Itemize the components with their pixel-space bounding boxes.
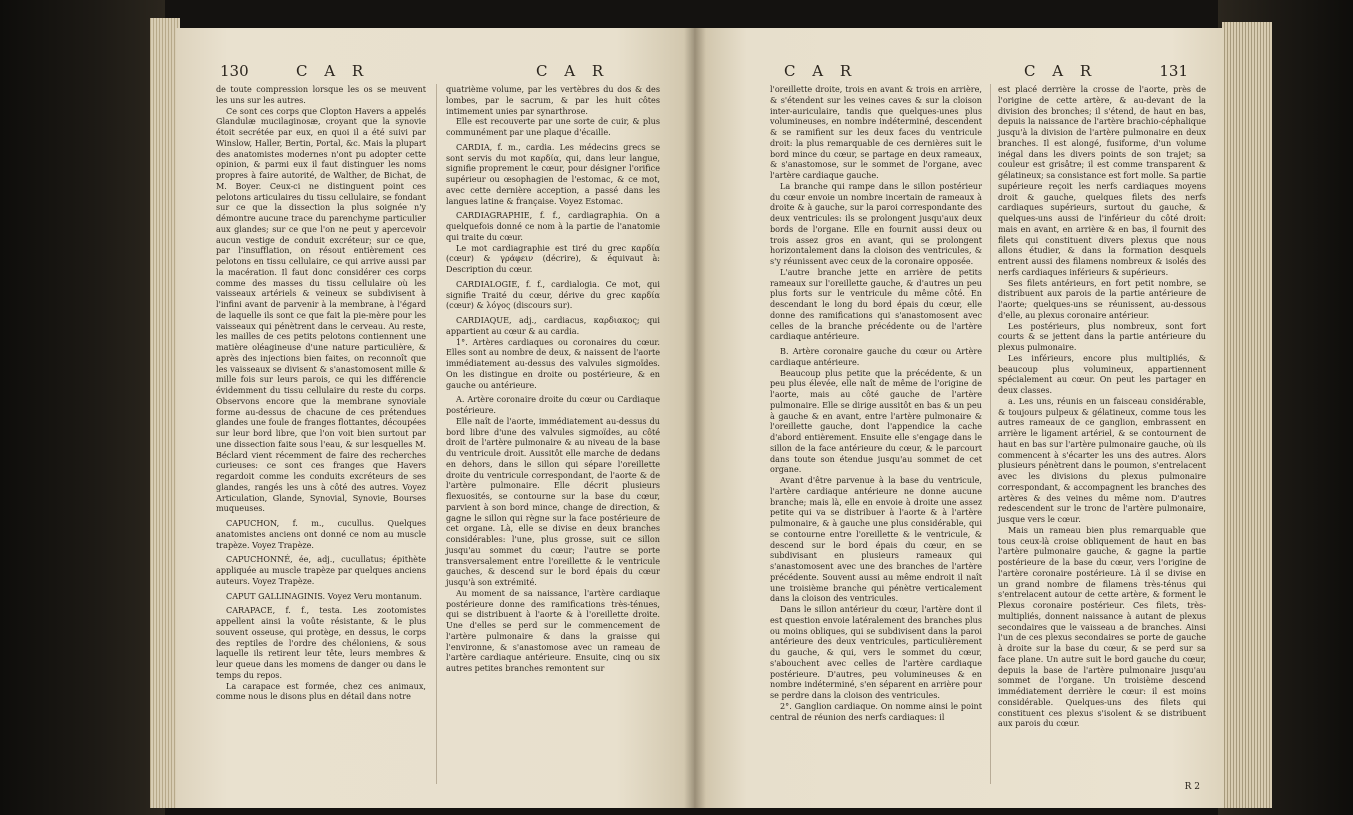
dictionary-entry: B. Artère coronaire gauche du cœur ou Artère cardiaque antérieure. <box>770 346 982 367</box>
running-head-word: C A R <box>296 62 370 80</box>
paragraph: est placé derrière la crosse de l'aorte, près de l'origine de cette artère, & au-devant de la division des bronches; il s'étend, de haut en bas, depuis la naissance de l'artère brachio-céphalique jusqu'à la division de l'artère pulmonaire en deux branches. Il est alongé, fusiforme, d'un volume inégal dans les divers points de son trajet; sa couleur est grisâtre; il est comme transparent & gélatineux; sa consistance est fort molle. Sa partie supérieure reçoit les nerfs cardiaques moyens droit & gauche, quelques filets des nerfs cardiaques supérieurs, surtout du gauche, & quelques-uns aussi de l'inférieur du côté droit: mais en avant, en arrière & en bas, il fournit des filets qui constituent divers plexus que nous allons étudier, & dans la formation desquels entrent aussi des filamens nombreux & isolés des nerfs cardiaques inférieurs & supérieurs. <box>998 84 1206 277</box>
paragraph: Elle naît de l'aorte, immédiatement au-dessus du bord libre d'une des valvules sigmoïdes, au côté droit de l'artère pulmonaire & au niveau de la base du ventricule droit. Aussitôt elle marche de dedans en dehors, dans le sillon qui sépare l'oreillette droite du ventricule correspondant, de l'aorte & de l'artère pulmonaire. Elle décrit plusieurs flexuosités, se contourne sur la base du cœur, parvient à son bord mince, change de direction, & gagne le sillon qui règne sur la face postérieure de cet organe. Là, elle se divise en deux branches considérables: l'une, plus grosse, suit ce sillon jusqu'au sommet du cœur; l'autre se porte transversalement entre l'oreillette & le ventricule gauches, & descend sur le bord épais du cœur jusqu'à son extrémité. <box>446 415 660 587</box>
running-head-word: C A R <box>536 62 610 80</box>
dictionary-entry: A. Artère coronaire droite du cœur ou Cardiaque postérieure. <box>446 394 660 415</box>
right-page <box>694 28 1224 808</box>
running-head-word: C A R <box>1024 62 1098 80</box>
column-rule <box>436 84 437 784</box>
running-head-right <box>694 62 1224 82</box>
paragraph: Elle est recouverte par une sorte de cuir, & plus communément par une plaque d'écaille. <box>446 116 660 137</box>
paragraph: Avant d'être parvenue à la base du ventricule, l'artère cardiaque antérieure ne donne aucune branche; mais là, elle en envoie à droite une assez petite qui va se distribuer à l'aorte & à l'artère pulmonaire, & à gauche une plus considérable, qui se contourne entre l'oreillette & le ventricule, & descend sur le bord épais du cœur, en se subdivisant en plusieurs rameaux qui s'anastomosent avec une des branches de l'artère précédente. Souvent aussi au même endroit il naît une troisième branche qui pénètre verticalement dans la cloison des ventricules. <box>770 475 982 604</box>
paragraph: La carapace est formée, chez ces animaux, comme nous le disons plus en détail dans notre <box>216 680 426 702</box>
paragraph: Beaucoup plus petite que la précédente, & un peu plus élevée, elle naît de même de l'origine de l'aorte, mais au côté gauche de l'artère pulmonaire. Elle se dirige aussitôt en bas & un peu à gauche & en avant, entre l'artère pulmonaire & l'oreillette gauche, dont l'appendice la cache d'abord entièrement. Ensuite elle s'engage dans le sillon de la face antérieure du cœur, & le parcourt dans toute son étendue jusqu'au sommet de cet organe. <box>770 367 982 475</box>
paragraph: Mais un rameau bien plus remarquable que tous ceux-là croise obliquement de haut en bas l'artère pulmonaire gauche, & gagne la partie postérieure de la base du cœur, vers l'origine de l'artère coronaire postérieure. Là il se divise en un grand nombre de filamens très-ténus qui s'entrelacent autour de cette artère, & forment le Plexus coronaire postérieur. Ces filets, très-multipliés, donnent naissance à autant de plexus secondaires que le vaisseau a de branches. Ainsi l'un de ces plexus secondaires se porte de gauche à droite sur la base du cœur, & se perd sur sa face plane. Un autre suit le bord gauche du cœur, depuis la base de l'artère pulmonaire jusqu'au sommet de l'organe. Un troisième descend immédiatement derrière le cœur: il est moins considérable. Quelques-uns des filets qui constituent ces plexus s'isolent & se distribuent aux parois du cœur. <box>998 524 1206 729</box>
paragraph: Les inférieurs, encore plus multipliés, & beaucoup plus volumineux, appartiennent spécialement au cœur. On peut les partager en deux classes. <box>998 352 1206 395</box>
paragraph: 2°. Ganglion cardiaque. On nomme ainsi le point central de réunion des nerfs cardiaques: il <box>770 700 982 722</box>
paragraph: l'oreillette droite, trois en avant & trois en arrière, & s'étendent sur les veines caves & sur la cloison inter-auriculaire, tandis que quelques-unes plus volumineuses, en nombre indéterminé, descendent & se ramifient sur les deux faces du ventricule droit: la plus remarquable de ces dernières suit le bord mince du cœur, se partage en deux rameaux, & s'anastomose, sur le sommet de l'organe, avec l'artère cardiaque gauche. <box>770 84 982 180</box>
dictionary-entry: CAPUCHONNÉ, ée, adj., cucullatus; épithète appliquée au muscle trapèze par quelques anciens auteurs. Voyez Trapèze. <box>216 554 426 586</box>
paragraph: a. Les uns, réunis en un faisceau considérable, & toujours pulpeux & gélatineux, comme tous les autres rameaux de ce ganglion, embrassent en arrière le ligament artériel, & se contournent de haut en bas sur l'artère pulmonaire gauche, où ils commencent à s'écarter les uns des autres. Alors plusieurs pénètrent dans le poumon, s'entrelacent avec les divisions du plexus pulmonaire correspondant, & accompagnent les branches des artères & des veines du même nom. D'autres redescendent sur le tronc de l'artère pulmonaire, jusque vers le cœur. <box>998 395 1206 524</box>
left-page-column-1 <box>216 84 426 702</box>
paragraph: Le mot cardiagraphie est tiré du grec καρδία (cœur) & γράφειν (décrire), & équivaut à: Description du cœur. <box>446 242 660 274</box>
page-number: 131 <box>1159 62 1188 80</box>
dictionary-entry: CAPUT GALLINAGINIS. Voyez Veru montanum. <box>226 590 422 601</box>
paragraph: Au moment de sa naissance, l'artère cardiaque postérieure donne des ramifications très-ténues, qui se distribuent à l'aorte & à l'oreillette droite. Une d'elles se perd sur le commencement de l'artère pulmonaire & dans la graisse qui l'environne, & s'anastomose avec un rameau de l'artère cardiaque antérieure. Ensuite, cinq ou six autres petites branches remontent sur <box>446 587 660 673</box>
dictionary-entry: CARDIA, f. m., cardia. Les médecins grecs se sont servis du mot καρδία, qui, dans leur langue, signifie proprement le cœur, pour désigner l'orifice supérieur ou œsophagien de l'estomac, & ce mot, avec cette dernière acception, a passé dans les langues latine & française. Voyez Estomac. <box>446 141 660 206</box>
column-rule <box>990 84 991 784</box>
paragraph: quatrième volume, par les vertèbres du dos & des lombes, par le sacrum, & par les huit côtes intimement unies par synarthrose. <box>446 84 660 116</box>
dictionary-entry: CARDIALOGIE, f. f., cardialogia. Ce mot, qui signifie Traité du cœur, dérive du grec καρδία (cœur) & λόγος (discours sur). <box>446 278 660 311</box>
paragraph: Ses filets antérieurs, en fort petit nombre, se distribuent aux parois de la partie antérieure de l'aorte; quelques-uns se réunissent, au-dessous d'elle, au plexus coronaire antérieur. <box>998 277 1206 320</box>
right-page-column-1 <box>770 84 982 722</box>
paragraph: de toute compression lorsque les os se meuvent les uns sur les autres. <box>216 84 426 105</box>
paragraph: Ce sont ces corps que Clopton Havers a appelés Glandulæ mucilaginosæ, croyant que la synovie étoit secrétée par eux, en quoi il a été suivi par Winslow, Haller, Bertin, Portal, &c. Mais la plupart des anatomistes modernes n'ont pu adopter cette opinion, & parmi eux il faut distinguer les noms propres à faire autorité, de Walther, de Bichat, de M. Boyer. Ceux-ci ne distinguent point ces pelotons articulaires du tissu cellulaire, se fondant sur ce que la dissection la plus soignée n'y démontre aucune trace du parenchyme particulier aux glandes; sur ce que l'on ne peut y apercevoir aucun vestige de conduit excréteur; sur ce que, par l'insufflation, on résout entièrement ces pelotons en tissu cellulaire, ce qui arrive aussi par la macération. Il faut donc considérer ces corps comme des masses du tissu cellulaire où les vaisseaux artériels & veineux se subdivisent à l'infini avant de parvenir à la membrane, à l'égard de laquelle ils sont ce que fait la pie-mère pour les vaisseaux qui pénètrent dans le cerveau. Au reste, les mailles de ces petits pelotons contiennent une matière oléagineuse d'une nature particulière, & après des injections bien faites, on reconnoît que les vaisseaux se divisent & s'anastomosent mille & mille fois sur leurs parois, ce qui les différencie évidemment du tissu cellulaire du reste du corps. Observons encore que la membrane synoviale forme au-dessus de chacune de ces prétendues glandes une foule de franges flottantes, découpées sur leur bord libre, que l'on voit bien surtout par une dissection faite sous l'eau, & sur lesquelles M. Béclard vient récemment de faire des recherches curieuses: ce sont ces franges que Havers regardoit comme les conduits excréteurs de ses glandes, rangés les uns à côté des autres. Voyez Articulation, Glande, Synovial, Synovie, Bourses muqueuses. <box>216 105 426 514</box>
paragraph: Les postérieurs, plus nombreux, sont fort courts & se jettent dans la partie antérieure du plexus pulmonaire. <box>998 320 1206 352</box>
book-gutter <box>684 28 706 808</box>
paragraph: Dans le sillon antérieur du cœur, l'artère dont il est question envoie latéralement des branches plus ou moins obliques, qui se subdivisent dans la paroi antérieure des deux ventricules, particulièrement du gauche, & qui, vers le sommet du cœur, s'abouchent avec celles de l'artère cardiaque postérieure. D'autres, peu volumineuses & en nombre indéterminé, s'en séparent en arrière pour se perdre dans la cloison des ventricules. <box>770 604 982 700</box>
right-page-column-2 <box>998 84 1206 729</box>
paragraph: 1°. Artères cardiaques ou coronaires du cœur. Elles sont au nombre de deux, & naissent de l'aorte immédiatement au-dessus des valvules sigmoïdes. On les distingue en droite ou postérieure, & en gauche ou antérieure. <box>446 336 660 390</box>
left-page <box>176 28 694 808</box>
background-left <box>0 0 165 815</box>
left-page-column-2 <box>446 84 660 674</box>
paragraph: L'autre branche jette en arrière de petits rameaux sur l'oreillette gauche, & d'autres un peu plus forts sur le ventricule du même côté. En descendant le long du bord épais du cœur, elle donne des ramifications qui s'anastomosent avec celles de la branche précédente ou de l'artère cardiaque antérieure. <box>770 266 982 342</box>
dictionary-entry: CARDIAQUE, adj., cardiacus, καρδιακος; qui appartient au cœur & au cardia. <box>446 315 660 336</box>
signature-mark: R 2 <box>1184 782 1200 792</box>
running-head-left <box>176 62 694 82</box>
running-head-word: C A R <box>784 62 858 80</box>
dictionary-entry: CARAPACE, f. f., testa. Les zootomistes appellent ainsi la voûte résistante, & le plus souvent osseuse, qui protège, en dessus, le corps des reptiles de l'ordre des chéloniens, & sous laquelle ils retirent leur tête, leurs membres & leur queue dans les momens de danger ou dans le temps du repos. <box>216 605 426 680</box>
page-edges-right <box>1222 22 1272 808</box>
page-number: 130 <box>220 62 249 80</box>
paragraph: La branche qui rampe dans le sillon postérieur du cœur envoie un nombre incertain de rameaux à droite & à gauche, sur la paroi correspondante des deux ventricules: ils se prolongent jusqu'aux deux bords de l'organe. Elle en fournit aussi deux ou trois assez gros en avant, qui se prolongent horizontalement dans la cloison des ventricules, & s'y réunissent avec ceux de la coronaire opposée. <box>770 180 982 266</box>
dictionary-entry: CARDIAGRAPHIE, f. f., cardiagraphia. On a quelquefois donné ce nom à la partie de l'anatomie qui traite du cœur. <box>446 210 660 242</box>
dictionary-entry: CAPUCHON, f. m., cucullus. Quelques anatomistes anciens ont donné ce nom au muscle trapèze. Voyez Trapèze. <box>216 518 426 550</box>
